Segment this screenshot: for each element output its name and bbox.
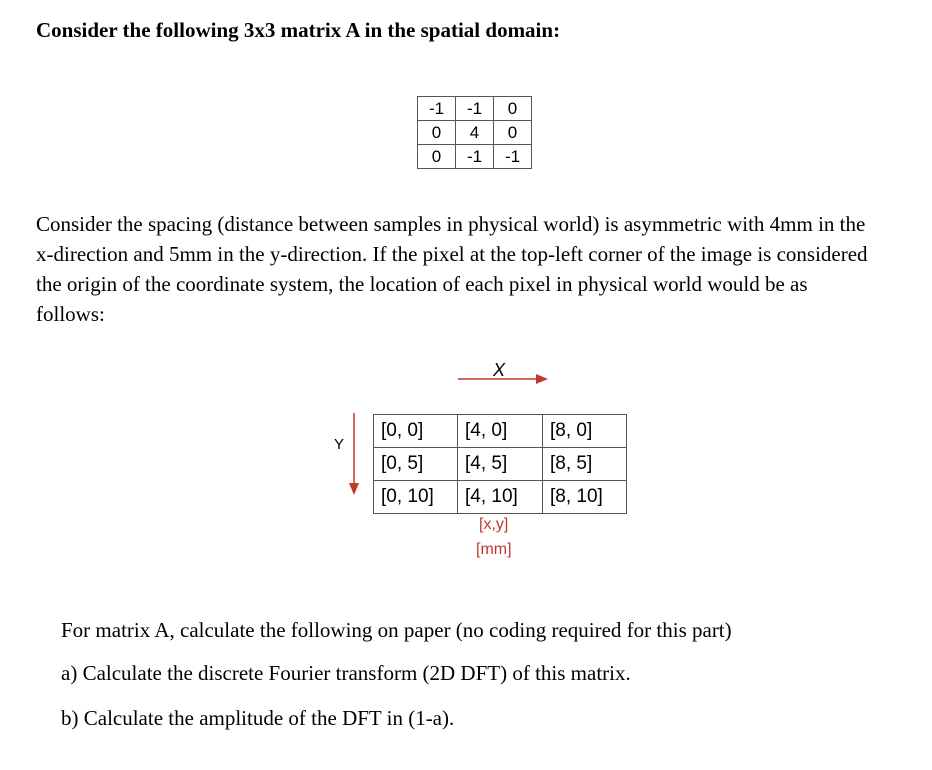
coord-cell: [0, 5] <box>374 448 458 481</box>
coordinate-format-label: [x,y] <box>479 516 509 533</box>
matrix-cell: 0 <box>494 97 532 121</box>
matrix-cell: 0 <box>418 145 456 169</box>
pixel-coordinate-table <box>373 414 627 514</box>
coordinate-unit-label: [mm] <box>476 541 512 558</box>
matrix-cell: -1 <box>456 145 494 169</box>
coord-cell: [4, 10] <box>458 481 543 514</box>
matrix-cell: 0 <box>494 121 532 145</box>
questions-intro: For matrix A, calculate the following on paper (no coding required for this part) <box>61 618 732 642</box>
question-b: b) Calculate the amplitude of the DFT in (1-a). <box>61 706 455 730</box>
matrix-cell: -1 <box>418 97 456 121</box>
coord-row <box>374 448 627 481</box>
y-axis-label: Y <box>334 436 345 453</box>
matrix-row <box>418 97 532 121</box>
coord-cell: [0, 0] <box>374 415 458 448</box>
question-a: a) Calculate the discrete Fourier transform (2D DFT) of this matrix. <box>61 661 631 685</box>
coord-cell: [8, 10] <box>543 481 627 514</box>
matrix-a-table <box>417 96 532 169</box>
x-axis-arrow-icon <box>458 372 550 386</box>
coord-cell: [4, 0] <box>458 415 543 448</box>
coord-cell: [8, 5] <box>543 448 627 481</box>
matrix-row <box>418 145 532 169</box>
coord-cell: [4, 5] <box>458 448 543 481</box>
matrix-cell: 4 <box>456 121 494 145</box>
x-axis-label: X <box>493 360 506 380</box>
coord-cell: [8, 0] <box>543 415 627 448</box>
coord-cell: [0, 10] <box>374 481 458 514</box>
matrix-cell: -1 <box>494 145 532 169</box>
matrix-row <box>418 121 532 145</box>
matrix-cell: 0 <box>418 121 456 145</box>
coord-row <box>374 415 627 448</box>
matrix-cell: -1 <box>456 97 494 121</box>
spacing-paragraph: Consider the spacing (distance between samples in physical world) is asymmetric with 4mm in the x-direction and 5mm in the y-direction. If the pixel at the top-left corner of the image is considered the origin of the coordinate system, the location of each pixel in physical world would be as follows: <box>36 212 868 326</box>
y-axis-arrow-icon <box>347 413 361 497</box>
page-heading: Consider the following 3x3 matrix A in the spatial domain: <box>36 18 561 42</box>
coord-row <box>374 481 627 514</box>
